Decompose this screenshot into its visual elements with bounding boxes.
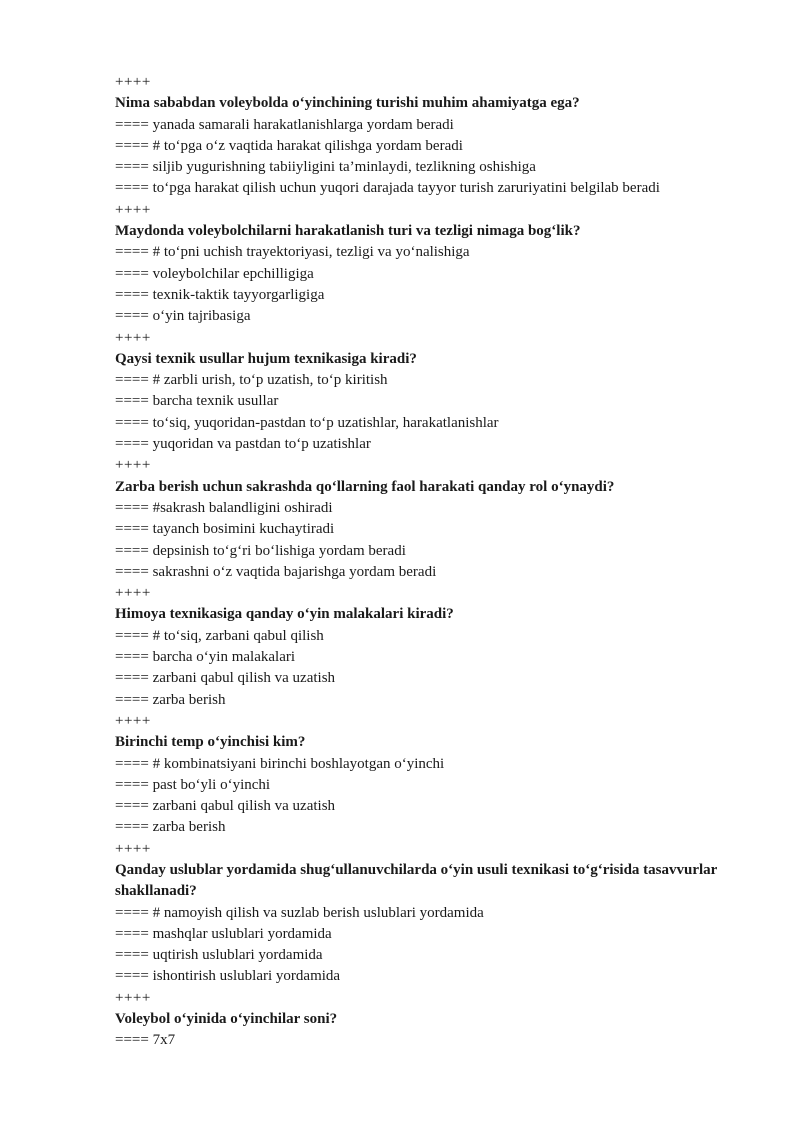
separator: ++++ [115,712,151,729]
answer-option: ==== yuqoridan va pastdan to‘p uzatishlar [115,436,371,453]
question-text: Nima sababdan voleybolda o‘yinchining turishi muhim ahamiyatga ega? [115,95,580,112]
question-text: Qaysi texnik usullar hujum texnikasiga kiradi? [115,350,417,367]
question-block [115,455,775,583]
separator: ++++ [115,201,151,218]
answer-option: ==== # to‘siq, zarbani qabul qilish [115,627,324,644]
answer-option: ==== 7x7 [115,1032,176,1049]
question-block [115,583,775,711]
answer-option: ==== # to‘pga o‘z vaqtida harakat qilishga yordam beradi [115,137,463,154]
separator: ++++ [115,74,151,90]
answer-option: ==== barcha o‘yin malakalari [115,649,296,666]
question-text: Zarba berish uchun sakrashda qo‘llarning faol harakati qanday rol o‘ynaydi? [115,478,615,495]
question-block [115,200,775,328]
separator: ++++ [115,457,151,474]
question-block [115,711,775,839]
separator: ++++ [115,585,151,602]
answer-option: ==== zarba berish [115,819,226,836]
question-text: Maydonda voleybolchilarni harakatlanish turi va tezligi nimaga bog‘lik? [115,223,581,240]
answer-option: ==== o‘yin tajribasiga [115,308,251,325]
answer-option: ==== sakrashni o‘z vaqtida bajarishga yordam beradi [115,563,437,580]
answer-option: ==== #sakrash balandligini oshiradi [115,499,333,516]
document-page [115,72,775,1052]
answer-option: ==== texnik-taktik tayyorgarligiga [115,286,325,303]
answer-option: ==== ishontirish uslublari yordamida [115,968,341,985]
answer-option: ==== zarbani qabul qilish va uzatish [115,670,336,687]
answer-option: ==== # to‘pni uchish trayektoriyasi, tezligi va yo‘nalishiga [115,244,470,261]
answer-option: ==== mashqlar uslublari yordamida [115,925,332,942]
separator: ++++ [115,840,151,857]
answer-option: ==== tayanch bosimini kuchaytiradi [115,521,335,538]
answer-option: ==== uqtirish uslublari yordamida [115,947,323,964]
separator: ++++ [115,329,151,346]
question-block [115,328,775,456]
question-text: Voleybol o‘yinida o‘yinchilar soni? [115,1011,338,1028]
answer-option: ==== # namoyish qilish va suzlab berish uslublari yordamida [115,904,484,921]
question-block [115,839,775,988]
answer-option: ==== siljib yugurishning tabiiyligini ta’minlaydi, tezlikning oshishiga [115,159,536,176]
answer-option: ==== zarbani qabul qilish va uzatish [115,798,336,815]
answer-option: ==== to‘pga harakat qilish uchun yuqori darajada tayyor turish zaruriyatini belgilab beradi [115,180,660,197]
answer-option: ==== yanada samarali harakatlanishlarga yordam beradi [115,116,454,133]
question-text: Himoya texnikasiga qanday o‘yin malakalari kiradi? [115,606,454,623]
answer-option: ==== # kombinatsiyani birinchi boshlayotgan o‘yinchi [115,755,445,772]
question-block [115,72,775,200]
answer-option: ==== past bo‘yli o‘yinchi [115,776,271,793]
answer-option: ==== barcha texnik usullar [115,393,279,410]
question-block [115,988,775,1052]
separator: ++++ [115,989,151,1006]
answer-option: ==== zarba berish [115,691,226,708]
question-text: Qanday uslublar yordamida shug‘ullanuvchilarda o‘yin usuli texnikasi to‘g‘risida tasavvurlar shakllanadi? [115,861,718,900]
question-text: Birinchi temp o‘yinchisi kim? [115,734,306,751]
answer-option: ==== # zarbli urish, to‘p uzatish, to‘p kiritish [115,372,388,389]
answer-option: ==== voleybolchilar epchilligiga [115,265,314,282]
answer-option: ==== depsinish to‘g‘ri bo‘lishiga yordam beradi [115,542,406,559]
answer-option: ==== to‘siq, yuqoridan-pastdan to‘p uzatishlar, harakatlanishlar [115,414,499,431]
